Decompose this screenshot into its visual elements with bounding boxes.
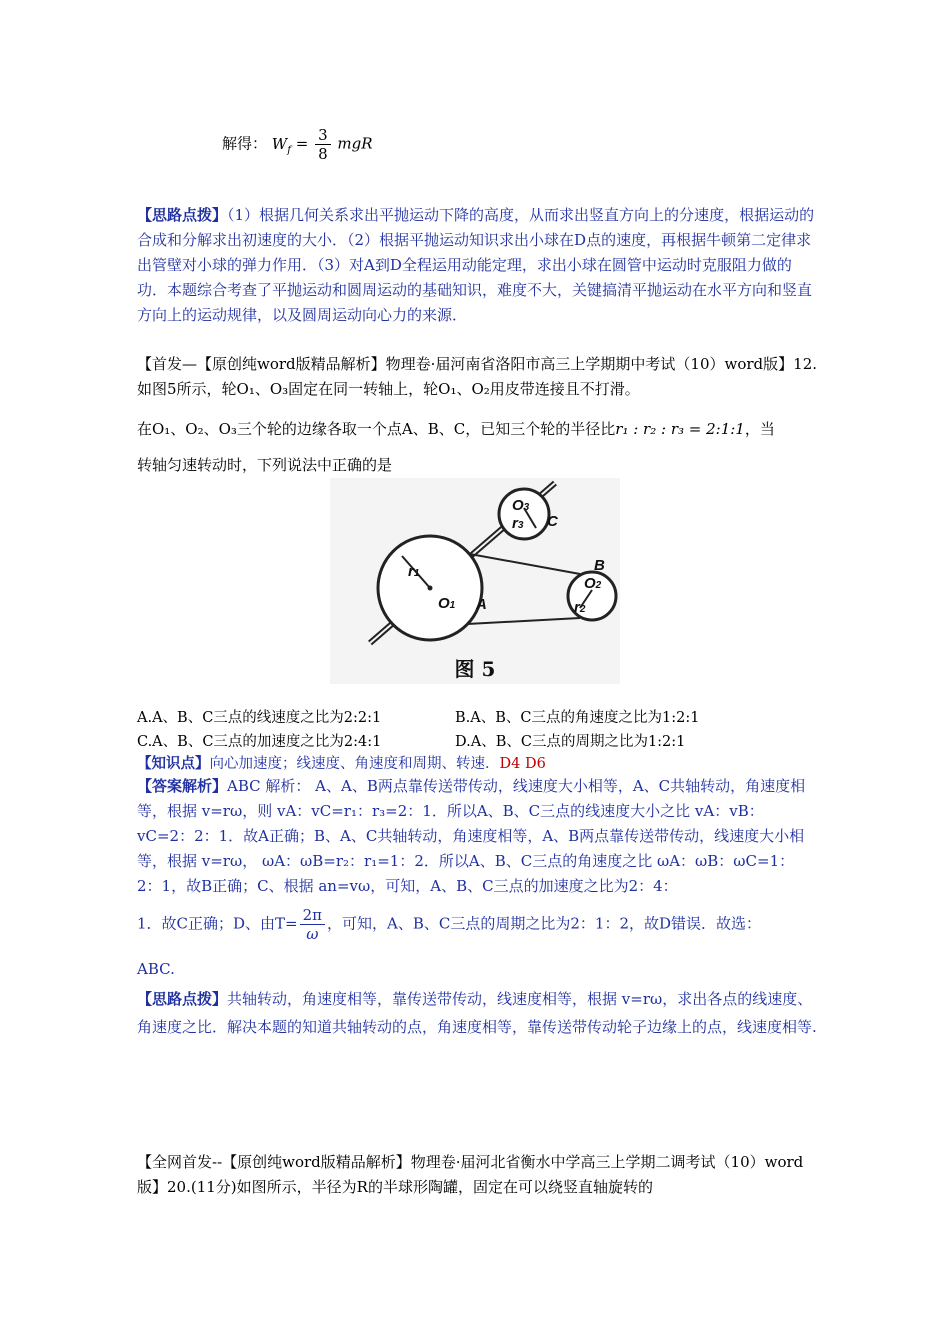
label-c: C xyxy=(547,513,558,530)
answer-final: ABC. xyxy=(137,960,175,978)
label-o2: O2 xyxy=(584,575,602,592)
answer-text-1: ABC 解析： A、A、B两点靠传送带传动，线速度大小相等，A、C共轴转动，角速度相等，根据 v=rω，则 vA：vC=r₁：r₃=2：1．所以A、B、C三点的线速度大小之比 vA：vB：vC=2：2：1．故A正确；B、A、C共轴转动，角速度相等，A、B两点靠传送带传动，线速度大小相等，根据 v=rω， ωA：ωB=r₂：r₁=1：2．所以A、B、C三点的角速度之比 ωA：ωB：ωC=1：2：1，故B正确；C、根据 an=vω，可知，A、B、C三点的加速度之比为2：4： xyxy=(137,777,806,895)
label-a: A xyxy=(476,596,487,613)
hint-1 xyxy=(137,203,817,328)
hint-2-text: 共轴转动，角速度相等，靠传送带传动，线速度相等，根据 v=rω，求出各点的线速度、角速度之比．解决本题的知道共轴转动的点，角速度相等，靠传送带传动轮子边缘上的点，线速度相等. xyxy=(137,990,817,1036)
knowledge-tag: 【知识点】 xyxy=(137,755,210,772)
figure-caption: 图 5 xyxy=(454,657,496,681)
frac-num: 2π xyxy=(300,906,325,925)
answer-analysis xyxy=(137,774,817,899)
answer-text-2b: ，可知，A、B、C三点的周期之比为2：1：2，故D错误．故选： xyxy=(327,914,762,933)
hint-1-text: （1）根据几何关系求出平抛运动下降的高度，从而求出竖直方向上的分速度，根据运动的合成和分解求出初速度的大小．（2）根据平抛运动知识求出小球在D点的速度，再根据牛顿第二定律求出管壁对小球的弹力作用．（3）对A到D全程运用动能定理，求出小球在圆管中运动时克服阻力做的功．本题综合考查了平抛运动和圆周运动的基础知识，难度不大，关键搞清平抛运动在水平方向和竖直方向上的运动规律，以及圆周运动向心力的来源． xyxy=(137,206,815,324)
hint-2 xyxy=(137,985,817,1041)
solve-den: 8 xyxy=(318,145,328,163)
solve-lhs: $W_f$ xyxy=(271,134,291,156)
wheel-o3 xyxy=(499,489,549,539)
question-12-line2 xyxy=(137,418,775,439)
solve-line xyxy=(222,126,373,163)
option-d: D.A、B、C三点的周期之比为1:2:1 xyxy=(455,734,686,750)
radius-ratio: r₁ : r₂ : r₃ = 2:1:1 xyxy=(615,420,745,438)
hint-1-tag: 【思路点拨】 xyxy=(137,206,228,224)
period-fraction xyxy=(300,906,325,943)
option-a: A.A、B、C三点的线速度之比为2:2:1 xyxy=(137,710,382,726)
question-12-header: 【首发—【原创纯word版精品解析】物理卷·届河南省洛阳市高三上学期期中考试（10）word版】12.如图5所示，轮O₁、O₃固定在同一转轴上，轮O₁、O₂用皮带连接且不打滑。 xyxy=(137,355,817,398)
q12-line2a: 在O₁、O₂、O₃三个轮的边缘各取一个点A、B、C，已知三个轮的半径比 xyxy=(137,420,616,438)
q12-line2b: ，当 xyxy=(744,420,775,438)
solve-rhs: mgR xyxy=(337,134,373,153)
answer-line-period xyxy=(137,906,761,943)
knowledge-code: D4 D6 xyxy=(499,756,546,772)
option-c: C.A、B、C三点的加速度之比为2:4:1 xyxy=(137,734,382,750)
pulley-diagram xyxy=(330,478,620,684)
equals-sign: = xyxy=(295,134,309,153)
answer-text-2a: 1．故C正确；D、由T= xyxy=(137,914,298,933)
knowledge-text: 向心加速度；线速度、角速度和周期、转速． xyxy=(209,756,500,772)
label-r3: r3 xyxy=(512,515,524,532)
question-20: 【全网首发--【原创纯word版精品解析】物理卷·届河北省衡水中学高三上学期二调考试（10）word版】20.(11分)如图所示，半径为R的半球形陶罐，固定在可以绕竖直轴旋转的 xyxy=(137,1153,804,1196)
solve-fraction xyxy=(315,126,331,163)
answer-tag: 【答案解析】 xyxy=(137,777,228,795)
option-b: B.A、B、C三点的角速度之比为1:2:1 xyxy=(455,710,700,726)
knowledge-point xyxy=(137,752,546,773)
solve-prefix: 解得： xyxy=(222,134,268,153)
pulley-figure xyxy=(330,478,620,684)
label-r2: r2 xyxy=(574,599,586,616)
label-o1: O1 xyxy=(438,595,456,612)
frac-den: ω xyxy=(306,925,319,943)
question-12-line3: 转轴匀速转动时，下列说法中正确的是 xyxy=(137,456,393,474)
label-b: B xyxy=(594,557,605,574)
label-o3: O3 xyxy=(512,497,530,514)
label-r1: r1 xyxy=(408,563,420,580)
solve-num: 3 xyxy=(315,126,331,145)
hint-2-tag: 【思路点拨】 xyxy=(137,990,228,1008)
